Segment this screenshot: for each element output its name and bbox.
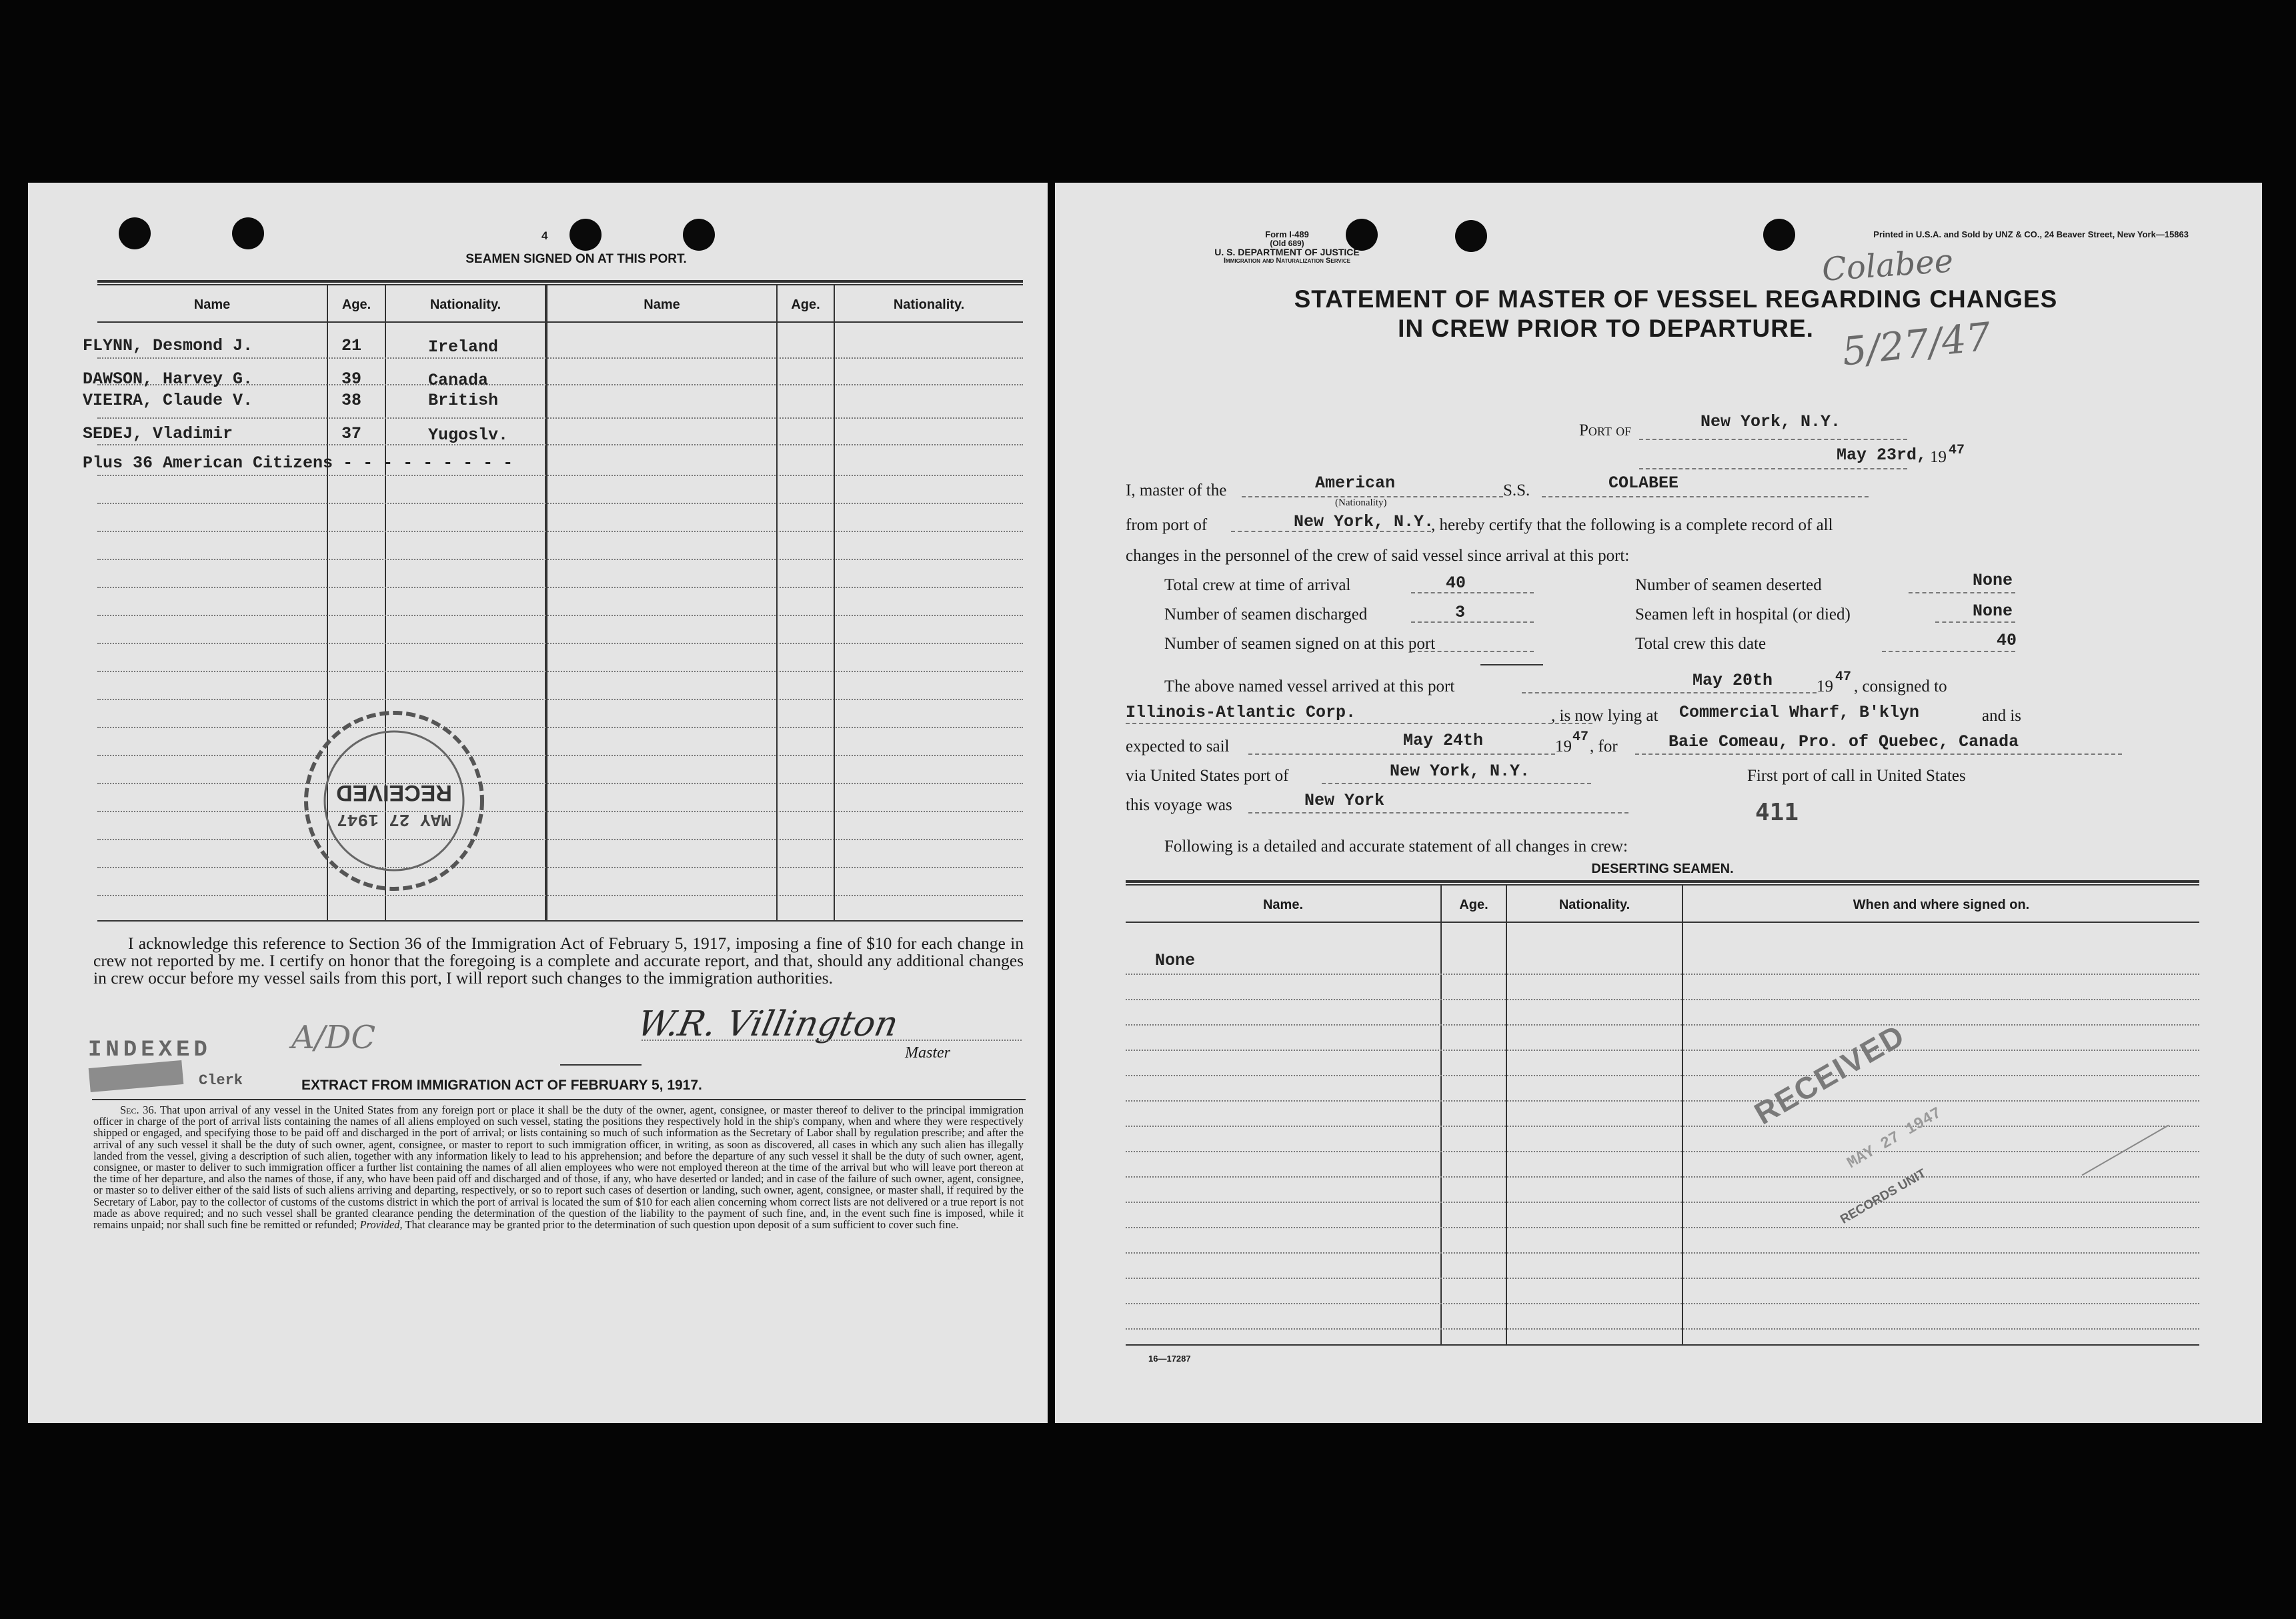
row-line (97, 444, 1023, 445)
for-label: , for (1590, 737, 1618, 755)
via-label: via United States port of (1126, 767, 1289, 785)
fill-line (1411, 592, 1534, 593)
consignee: Illinois-Atlantic Corp. (1126, 703, 1356, 722)
extract-rule (92, 1099, 1026, 1100)
sail-year-prefix: 19 (1555, 737, 1572, 755)
row-line (97, 475, 1023, 476)
voyage-label: this voyage was (1126, 796, 1232, 814)
nationality-caption: (Nationality) (1335, 497, 1387, 508)
row-line (1126, 1252, 2199, 1254)
handwritten-vessel: Colabee (1821, 242, 1955, 289)
punch-hole (1455, 220, 1487, 252)
right-received-stamp: RECEIVED (1748, 1017, 1911, 1132)
footer-code: 16—17287 (1148, 1354, 1191, 1364)
col-divider (1506, 884, 1507, 1344)
row-line (97, 615, 1023, 616)
row-line (1126, 1151, 2199, 1152)
row-line (1126, 1176, 2199, 1178)
department: U. S. DEPARTMENT OF JUSTICE (1214, 247, 1360, 257)
extract-sec: Sec. 36. (120, 1104, 157, 1116)
row-nationality: British (428, 391, 499, 410)
right-stamp-records: RECORDS UNIT (1838, 1166, 1929, 1227)
table-top-rule (97, 280, 1023, 283)
row-name: SEDEJ, Vladimir (83, 424, 233, 443)
master-nationality: American (1315, 473, 1396, 493)
stat-right-value: 40 (1997, 631, 2017, 650)
destination: Baie Comeau, Pro. of Quebec, Canada (1668, 732, 2019, 751)
header-name: Name (193, 297, 231, 312)
form-title-line2: IN CREW PRIOR TO DEPARTURE. (1398, 315, 1814, 342)
via-port: New York, N.Y. (1390, 761, 1530, 781)
right-page (1055, 183, 2262, 1423)
port-label: Port of (1579, 421, 1632, 439)
stamp-rule (2082, 1125, 2169, 1176)
row-age: 21 (341, 336, 362, 355)
stat-right-label: Number of seamen deserted (1635, 576, 1822, 594)
expected-label: expected to sail (1126, 737, 1230, 755)
first-port-label: First port of call in United States (1747, 767, 1966, 785)
ss-label: S.S. (1503, 481, 1530, 499)
fill-line (1935, 621, 2015, 623)
extra-line: Plus 36 American Citizens - - - - - - - - - (83, 453, 513, 473)
row-name: FLYNN, Desmond J. (83, 336, 253, 355)
row-line (97, 699, 1023, 700)
master-label: Master (905, 1044, 950, 1062)
deserting-table-bottom (1126, 1344, 2199, 1346)
report-date: May 23rd, (1837, 445, 1927, 465)
row-line (1126, 999, 2199, 1000)
stat-right-label: Seamen left in hospital (or died) (1635, 605, 1851, 623)
row-line (1126, 1126, 2199, 1127)
header-nationality: Nationality. (429, 297, 501, 312)
col-divider (545, 284, 547, 920)
fill-line (1231, 531, 1431, 532)
fill-line (1542, 496, 1869, 497)
punch-hole (232, 217, 264, 249)
printed-by: Printed in U.S.A. and Sold by UNZ & CO., 24 Beaver Street, New York—15863 (1873, 229, 2189, 239)
fill-line (1248, 753, 1555, 755)
year-prefix: 19 (1930, 448, 1947, 466)
fill-line (1248, 812, 1628, 814)
arrived-year-prefix: 19 (1817, 677, 1833, 695)
handwritten-date: 5/27/47 (1840, 313, 1993, 375)
fill-line (1635, 753, 2122, 755)
master-signature: W.R. Villington (634, 1004, 902, 1044)
fill-line (1411, 651, 1534, 652)
table-top-rule (97, 284, 1023, 285)
row-nationality: Ireland (428, 337, 499, 357)
form-old: (Old 689) (1270, 239, 1304, 248)
fill-line (1882, 651, 2015, 652)
row-line (1126, 1100, 2199, 1102)
deserting-header-rule (1126, 922, 2199, 923)
deserting-header-nationality: Nationality. (1558, 898, 1630, 912)
acknowledgment: I acknowledge this reference to Section 36 of the Immigration Act of February 5, 1917, imposing a fine of $10 for each change in crew not reported by me. I certify on honor that the foregoing is a complete and accurate report, and that, should any additional changes in crew occur before my vessel sails from this port, I will report such changes to the immigration authorities. (93, 934, 1024, 988)
form-title-line1: STATEMENT OF MASTER OF VESSEL REGARDING CHANGES (1294, 285, 2058, 313)
deserting-none: None (1155, 951, 1196, 970)
year-suffix: 47 (1949, 443, 1965, 458)
and-is-label: and is (1982, 707, 2022, 725)
stat-label: Number of seamen signed on at this port (1164, 635, 1436, 653)
row-line (97, 867, 1023, 868)
stat-label: Number of seamen discharged (1164, 605, 1368, 623)
punch-hole (683, 219, 715, 251)
deserting-table-top (1126, 880, 2199, 883)
punch-hole (569, 219, 602, 251)
row-line (97, 839, 1023, 840)
master-of-label: I, master of the (1126, 481, 1227, 499)
row-line (97, 357, 1023, 359)
stat-value: 40 (1446, 573, 1466, 593)
extract-title: EXTRACT FROM IMMIGRATION ACT OF FEBRUARY 5, 1917. (301, 1078, 702, 1093)
row-line (97, 587, 1023, 588)
table-header-rule (97, 321, 1023, 323)
fill-line (1126, 723, 1592, 724)
header-name: Name (644, 297, 680, 312)
form-number: Form I-489 (1265, 229, 1309, 239)
row-line (1126, 1227, 2199, 1228)
arrived-label: The above named vessel arrived at this port (1164, 677, 1455, 695)
lying-label: , is now lying at (1551, 707, 1658, 725)
deserting-header-age: Age. (1459, 898, 1488, 912)
row-line (1126, 1328, 2199, 1330)
page-number: 4 (541, 229, 548, 242)
row-line (97, 811, 1023, 812)
stat-right-value: None (1973, 601, 2013, 621)
wharf: Commercial Wharf, B'klyn (1679, 703, 1920, 722)
received-stamp (297, 704, 491, 898)
row-line (97, 417, 1023, 419)
col-divider (834, 284, 835, 920)
row-line (97, 531, 1023, 532)
certify-text: , hereby certify that the following is a complete record of all (1431, 516, 1833, 534)
stamp-date-text: MAY 27 1947 (337, 810, 451, 830)
col-divider (776, 284, 778, 920)
signature-line (642, 1040, 1022, 1041)
deserting-header-name: Name. (1262, 898, 1304, 912)
row-line (1126, 1202, 2199, 1203)
deserting-header-when: When and where signed on. (1853, 898, 2030, 912)
row-age: 39 (341, 369, 362, 389)
deserting-title: DESERTING SEAMEN. (1591, 862, 1734, 876)
left-title: SEAMEN SIGNED ON AT THIS PORT. (465, 252, 687, 266)
extract-text (93, 1104, 1024, 1230)
fill-line (1639, 468, 1907, 469)
row-line (97, 727, 1023, 728)
extract-provided: Provided, (359, 1218, 403, 1232)
row-line (1126, 1303, 2199, 1304)
table-bottom-rule (97, 920, 1023, 922)
clerk-scribble (89, 1060, 184, 1092)
fill-line (1909, 592, 2015, 593)
row-line (1126, 1278, 2199, 1279)
signature-line (560, 1064, 642, 1066)
voyage-port: New York (1304, 791, 1385, 810)
row-line (97, 671, 1023, 672)
sail-date: May 24th (1403, 731, 1484, 750)
row-nationality: Yugoslv. (428, 425, 509, 445)
following-text: Following is a detailed and accurate statement of all changes in crew: (1164, 838, 1628, 856)
sail-year: 47 (1572, 729, 1589, 745)
row-line (1126, 1024, 2199, 1026)
row-nationality: Canada (428, 371, 489, 390)
deserting-table-top (1126, 884, 2199, 886)
row-line (97, 559, 1023, 560)
row-line (1126, 1050, 2199, 1051)
handwritten-number: 411 (1755, 799, 1799, 826)
punch-hole (119, 217, 151, 249)
service: Immigration and Naturalization Service (1223, 257, 1350, 265)
header-age: Age. (791, 297, 820, 312)
from-port-value: New York, N.Y. (1294, 512, 1434, 531)
header-nationality: Nationality. (893, 297, 965, 312)
col-divider (1440, 884, 1442, 1344)
arrived-year: 47 (1835, 669, 1852, 685)
col-divider (1682, 884, 1683, 1344)
row-age: 37 (341, 424, 362, 443)
stat-right-label: Total crew this date (1635, 635, 1767, 653)
changes-text: changes in the personnel of the crew of said vessel since arrival at this port: (1126, 547, 1630, 565)
stat-label: Total crew at time of arrival (1164, 576, 1351, 594)
row-line (1126, 1075, 2199, 1076)
from-port-label: from port of (1126, 516, 1208, 534)
left-page (28, 183, 1048, 1423)
row-name: DAWSON, Harvey G. (83, 369, 253, 389)
handwritten-initials: A/DC (291, 1019, 376, 1056)
row-line (97, 643, 1023, 644)
row-line (97, 755, 1023, 756)
arrived-date: May 20th (1692, 671, 1773, 690)
right-stamp-date: MAY 27 1947 (1844, 1104, 1945, 1173)
row-line (97, 503, 1023, 504)
fill-line (1411, 621, 1534, 623)
header-age: Age. (341, 297, 371, 312)
stat-right-value: None (1973, 571, 2013, 590)
vessel-name: COLABEE (1608, 473, 1679, 493)
extract-tail: That clearance may be granted prior to the determination of such question upon deposit of a sum sufficient to cover such fine. (405, 1218, 959, 1232)
consigned-label: , consigned to (1854, 677, 1947, 695)
row-line (97, 783, 1023, 784)
fill-line (1522, 692, 1817, 693)
stamp-received-text: RECEIVED (336, 780, 452, 805)
sum-line (1480, 664, 1543, 665)
fill-line (1322, 783, 1591, 784)
row-line (97, 895, 1023, 896)
row-line (1126, 974, 2199, 975)
stat-value: 3 (1455, 603, 1466, 622)
fill-line (1639, 439, 1907, 440)
clerk-label: Clerk (199, 1072, 243, 1089)
extract-body: That upon arrival of any vessel in the United States from any foreign port or place it shall be the duty of the owner, agent, consignee, or master thereof to deliver to the principal immigration officer in charge of the port of arrival lists containing the names of all aliens employed on such vessel, stating the positions they respectively hold in the ship's company, when and where they were respectively shipped or engaged, and specifying those to be paid off and discharged in the port of arrival; or lists containing so much of such information as the Secretary of Labor shall by regulation prescribe; and after the arrival of any such vessel it shall be the duty of such owner, agent, consignee, or master to report to such immigration officer, in writing, as soon as discovered, all cases in which any such alien has illegally landed from the vessel, giving a description of such alien, together with any information likely to lead to his apprehension; and before the departure of any such vessel it shall be the duty of such owner, agent, consignee, or master to deliver to such immigration officer a further list containing the names of all alien employees who were not employed thereon at the time of the arrival but who will leave port thereon at the time of her departure, and also the names of those, if any, who have been paid off and discharged and of those, if any, who have deserted or landed; and in case of the failure of such owner, agent, consignee, or master so to deliver either of the said lists of such aliens arriving and departing, respectively, or so to report such cases of desertion or landing, such owner, agent, consignee, or master shall, if required by the Secretary of Labor, pay to the collector of customs of the customs district in which the port of arrival is located the sum of $10 for each alien concerning whom correct lists are not delivered or a true report is not made as above required; and no such vessel shall be granted clearance pending the determination of the question of the liability to the payment of such fine, and, in the event such fine is imposed, while it remains unpaid; nor shall such fine be remitted or refunded; (93, 1104, 1024, 1232)
row-name: VIEIRA, Claude V. (83, 391, 253, 410)
port-value: New York, N.Y. (1700, 412, 1841, 431)
row-age: 38 (341, 391, 362, 410)
indexed-stamp: INDEXED (88, 1038, 211, 1063)
